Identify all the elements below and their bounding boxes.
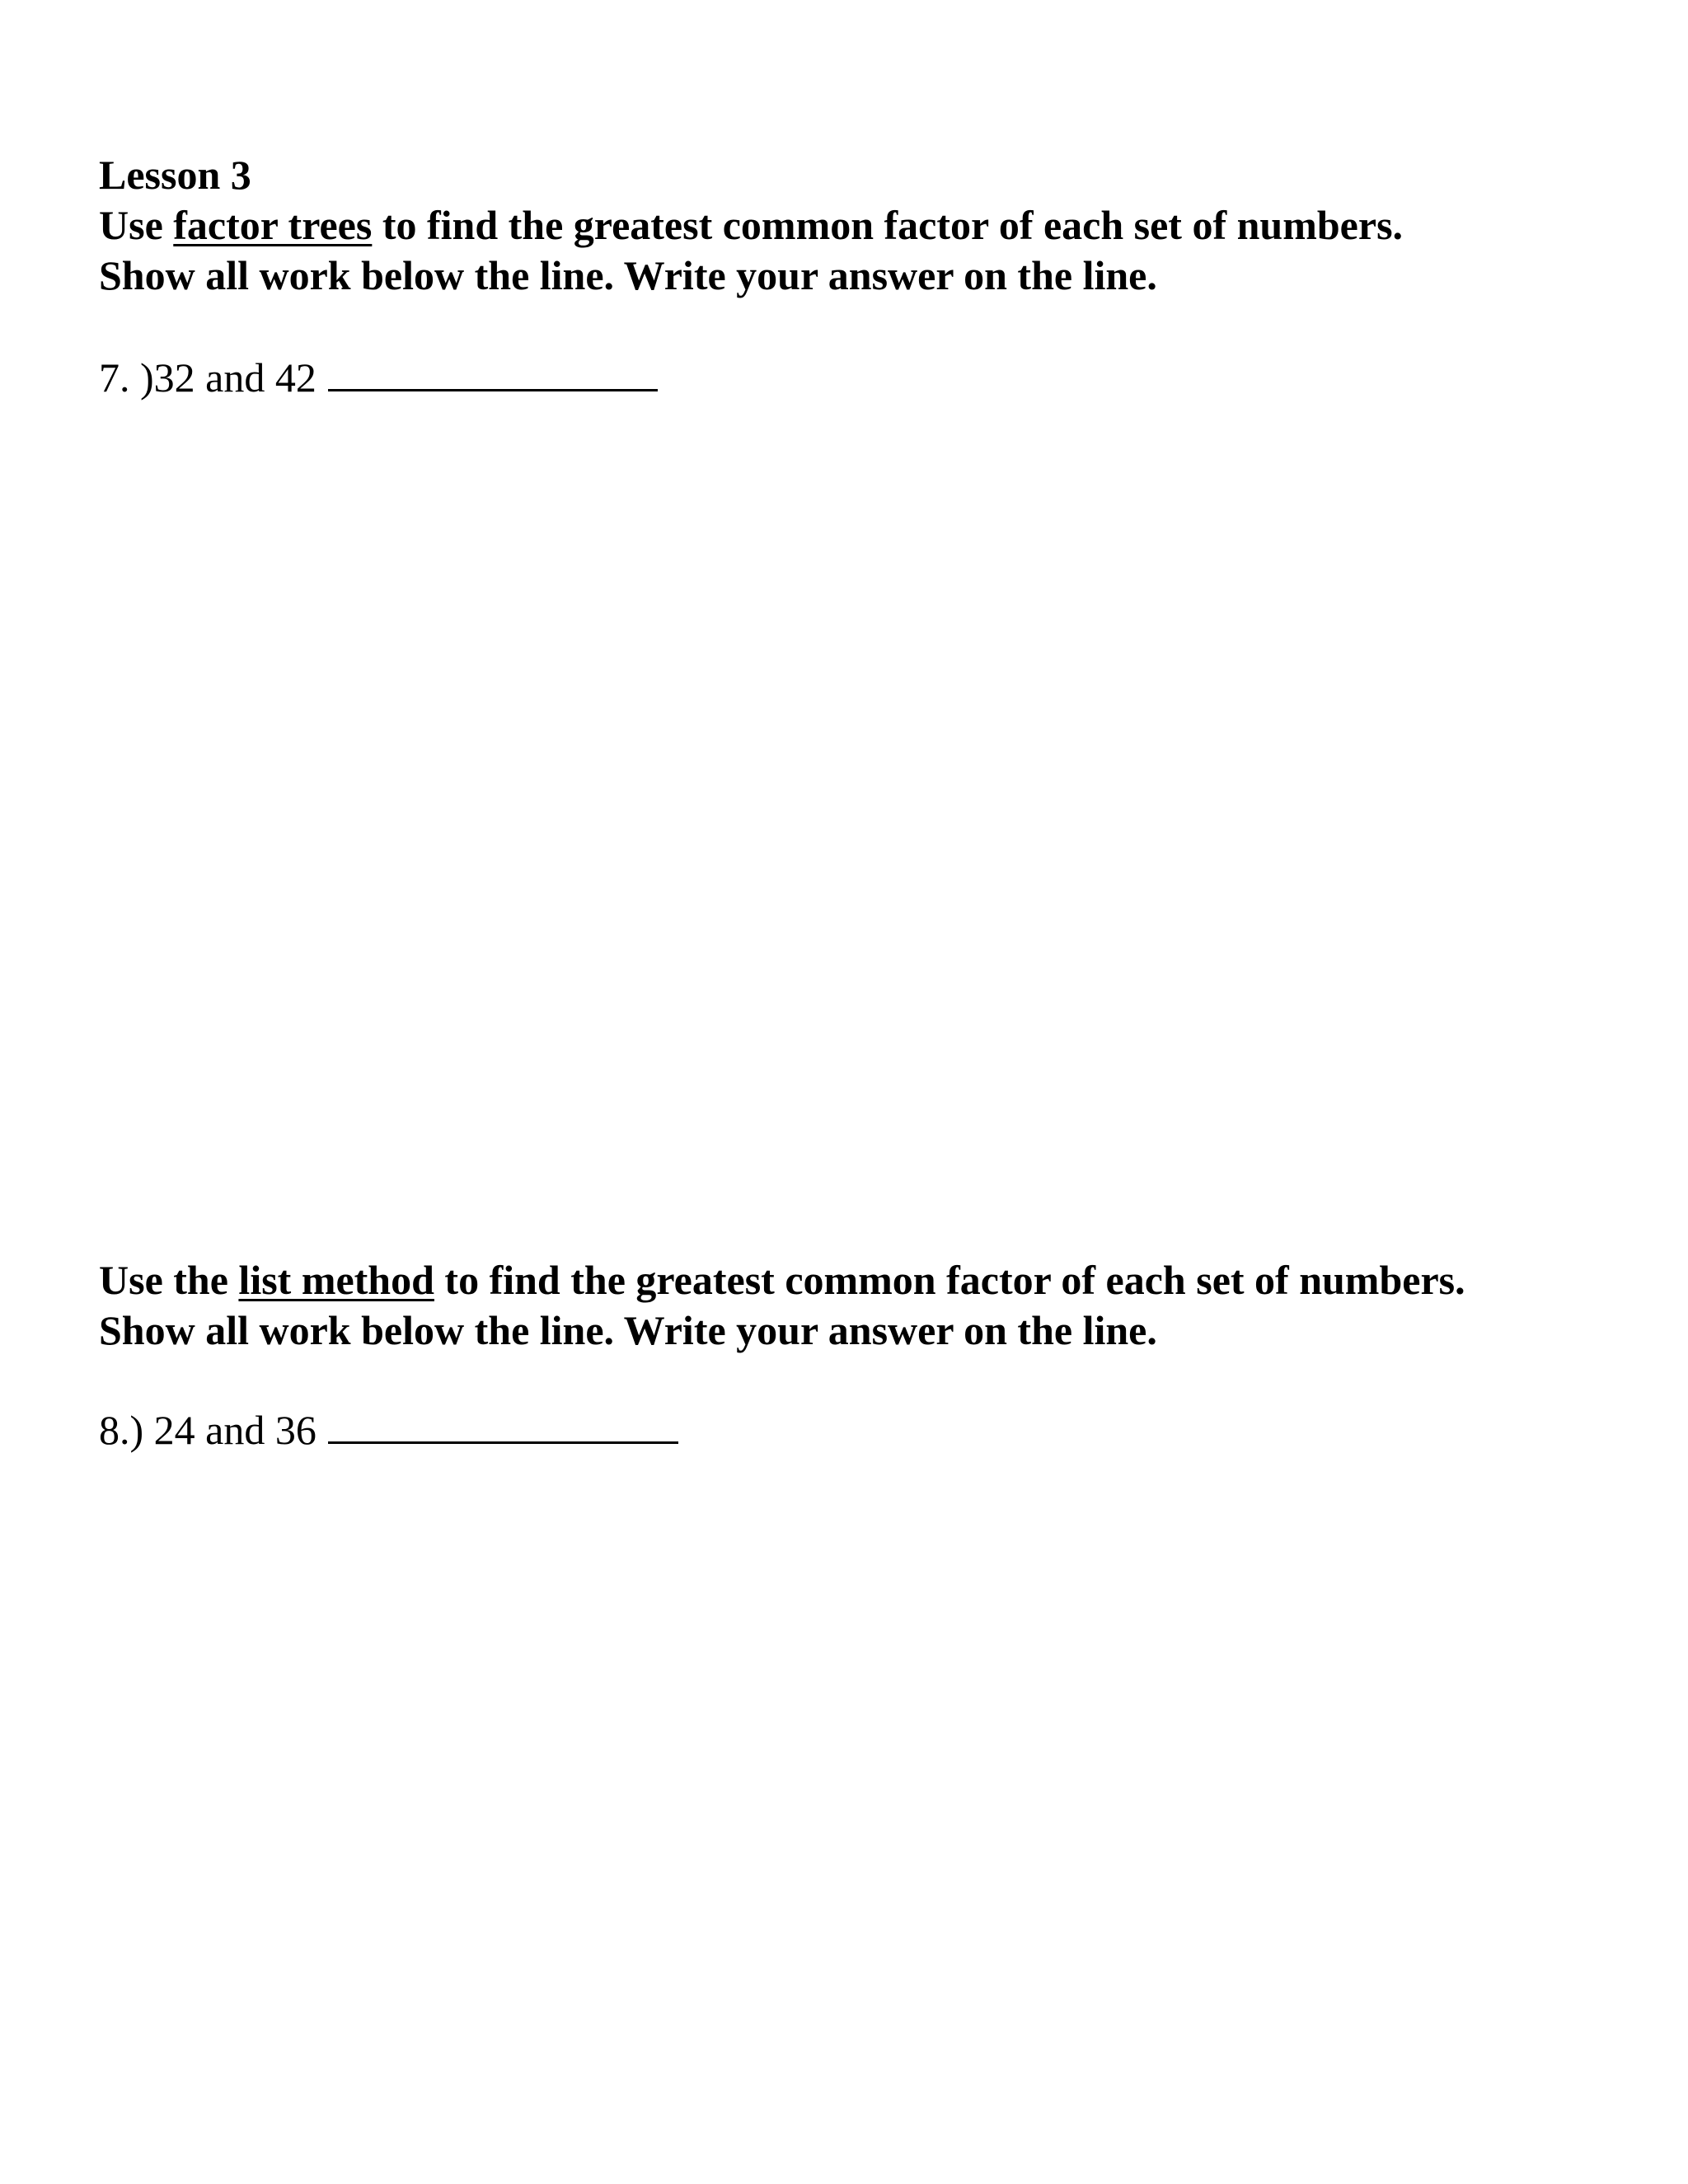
section2-instruction-prefix: Use the bbox=[99, 1257, 239, 1303]
problem-7-work-area[interactable] bbox=[99, 412, 1582, 1236]
problem-7 bbox=[99, 349, 658, 402]
section1-instruction-line1 bbox=[99, 200, 1403, 250]
section1-instruction-prefix: Use bbox=[99, 202, 174, 248]
problem-7-label: 7. )32 and 42 bbox=[99, 354, 316, 401]
section1-method-emphasis: factor trees bbox=[173, 202, 373, 248]
section2-instruction-line2: Show all work below the line. Write your answer on the line. bbox=[99, 1307, 1157, 1353]
problem-7-answer-line[interactable] bbox=[328, 349, 658, 391]
section1-instruction-line2: Show all work below the line. Write your answer on the line. bbox=[99, 252, 1157, 298]
problem-8-work-area[interactable] bbox=[99, 1467, 1582, 2126]
lesson-title: Lesson 3 bbox=[99, 152, 251, 198]
section2-instruction-line1 bbox=[99, 1255, 1465, 1305]
problem-8-label: 8.) 24 and 36 bbox=[99, 1407, 316, 1453]
section2-method-emphasis: list method bbox=[238, 1257, 434, 1303]
problem-8-answer-line[interactable] bbox=[328, 1402, 678, 1444]
section2-instruction-suffix: to find the greatest common factor of each set of numbers. bbox=[434, 1257, 1465, 1303]
problem-8 bbox=[99, 1402, 678, 1455]
section1-instruction-suffix: to find the greatest common factor of each set of numbers. bbox=[372, 202, 1404, 248]
